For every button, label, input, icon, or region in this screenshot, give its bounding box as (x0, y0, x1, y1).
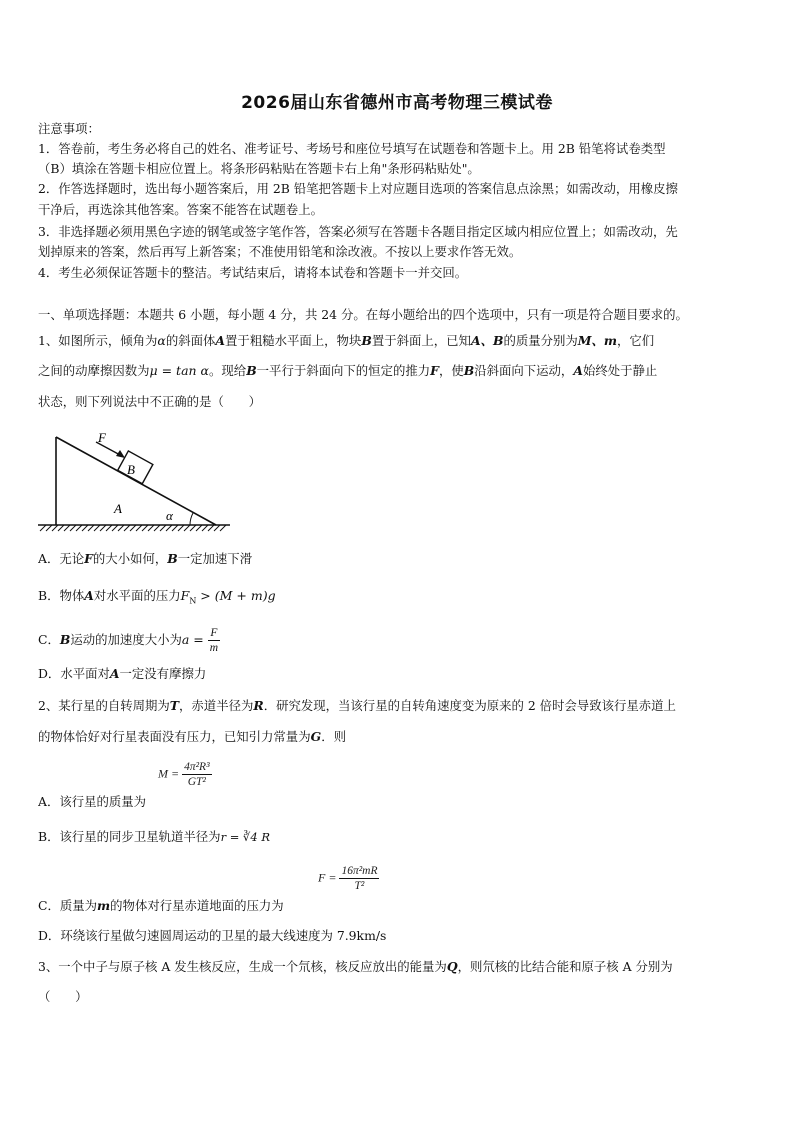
q2-text: ．则 (321, 729, 346, 744)
q1-var-AB: A、B (470, 333, 504, 348)
q1-text: ，使 (438, 363, 464, 378)
fraction-denominator: GT² (187, 776, 206, 788)
q1-option-c-text: 运动的加速度大小为 (70, 632, 182, 647)
fraction-denominator: m (209, 642, 219, 654)
q1-var-Mm: M、m (577, 333, 617, 348)
q1-text: 沿斜面向下运动， (474, 363, 574, 378)
q1-text: 置于斜面上，已知 (371, 333, 471, 348)
q1-var-B: B (361, 333, 372, 348)
ground-hatch (40, 525, 226, 531)
q2-option-a-formula (158, 760, 212, 789)
notice-line-4: 干净后，再选涂其他答案。答案不能答在试题卷上。 (38, 202, 323, 217)
notice-heading: 注意事项： (38, 121, 100, 136)
q2-option-c-text: C．质量为 (38, 898, 98, 913)
q2-option-c-text: 的物体对行星赤道地面的压力为 (110, 898, 284, 913)
q1-option-b-F: F (180, 588, 190, 603)
q2-option-c-lhs: F = (318, 870, 337, 885)
q2-text: ．研究发现，当该行星的自转角速度变为原来的 2 倍时会导致该行星赤道上 (263, 698, 676, 713)
q1-text: 置于粗糙水平面上，物块 (225, 333, 362, 348)
notice-line-2: （B）填涂在答题卡相应位置上。将条形码粘贴在答题卡右上角"条形码粘贴处"。 (38, 161, 480, 176)
q1-alpha: α (157, 333, 166, 348)
q2-option-a-lhs: M = (158, 766, 180, 781)
label-A: A (114, 501, 122, 516)
q3-stem-line-2: （ ） (38, 989, 88, 1004)
q1-option-b-text: B．物体 (38, 588, 85, 603)
q2-option-b (38, 828, 760, 846)
force-arrow-head (116, 450, 125, 458)
incline-diagram (34, 425, 234, 537)
q1-var-B: B (167, 551, 178, 566)
q1-text: 的质量分别为 (503, 333, 578, 348)
q2-option-c (38, 897, 760, 915)
q1-option-d-text: 一定没有摩擦力 (119, 666, 207, 681)
fraction-denominator: T² (354, 880, 365, 892)
q1-text: 一平行于斜面向下的恒定的推力 (256, 363, 431, 378)
q2-text: 2、某行星的自转周期为 (38, 698, 170, 713)
notice-line-6: 划掉原来的答案，然后再写上新答案；不准使用铅笔和涂改液。不按以上要求作答无效。 (38, 244, 522, 259)
notice-line-5: 3．非选择题必须用黑色字迹的钢笔或签字笔作答，答案必须写在答题卡各题目指定区域内相应位置上；如需改动，先 (38, 224, 678, 239)
q1-mu-expr: μ = tan α (149, 363, 210, 378)
q1-var-A: A (84, 588, 94, 603)
exam-title: 2026届山东省德州市高考物理三模试卷 (241, 93, 553, 113)
q1-option-d (38, 665, 760, 683)
q3-text: 3、一个中子与原子核 A 发生核反应，生成一个氘核，核反应放出的能量为 (38, 959, 447, 974)
notice-line-1: 1．答卷前，考生务必将自己的姓名、准考证号、考场号和座位号填写在试题卷和答题卡上。用 2B 铅笔将试卷类型 (38, 141, 666, 156)
q3-text: ，则氘核的比结合能和原子核 A 分别为 (457, 959, 673, 974)
q1-option-c (38, 620, 760, 660)
q1-stem-line-3: 状态，则下列说法中不正确的是（ ） (38, 394, 262, 409)
q2-text: 的物体恰好对行星表面没有压力，已知引力常量为 (38, 729, 311, 744)
q2-option-b-text: B．该行星的同步卫星轨道半径为 (38, 829, 221, 844)
q2-option-a-fraction (182, 760, 211, 789)
q1-option-b-subscript: N (189, 596, 197, 606)
q1-text: ，它们 (617, 333, 655, 348)
q1-option-b (38, 587, 760, 610)
q2-option-a: A．该行星的质量为 (38, 794, 147, 809)
q1-option-c-fraction (208, 626, 220, 655)
notice-line-7: 4．考生必须保证答题卡的整洁。考试结束后，请将本试卷和答题卡一并交回。 (38, 265, 468, 280)
q1-text: 始终处于静止 (582, 363, 658, 378)
q1-text: 的斜面体 (165, 333, 216, 348)
q1-text: 之间的动摩擦因数为 (38, 363, 150, 378)
q2-var-m: m (97, 898, 111, 913)
q2-option-c-fraction (339, 864, 379, 893)
q2-var-R: R (253, 698, 264, 713)
q2-var-G: G (310, 729, 322, 744)
q2-text: ，赤道半径为 (179, 698, 254, 713)
q1-text: 。现给 (209, 363, 247, 378)
label-B: B (127, 462, 135, 477)
q1-option-c-lhs: a = (181, 632, 204, 647)
label-alpha: α (166, 508, 173, 523)
q1-option-b-text: 对水平面的压力 (93, 588, 181, 603)
q1-option-b-inequality: > (M + m)g (196, 588, 276, 603)
q2-var-T: T (169, 698, 180, 713)
q1-option-d-text: D．水平面对 (38, 666, 110, 681)
q1-option-a (38, 550, 760, 568)
q1-var-A: A (109, 666, 120, 681)
q1-text: 1、如图所示，倾角为 (38, 333, 158, 348)
fraction-numerator: 16π²mR (341, 865, 378, 877)
q3-stem-line-1 (38, 958, 760, 976)
q1-var-A: A (573, 363, 583, 378)
q2-option-d: D．环绕该行星做匀速圆周运动的卫星的最大线速度为 7.9km/s (38, 928, 387, 943)
q1-var-A: A (215, 333, 226, 348)
fraction-numerator: F (208, 626, 220, 641)
q1-var-B: B (246, 363, 257, 378)
q2-stem-line-1 (38, 697, 760, 715)
q1-stem-line-1 (38, 332, 760, 350)
q1-var-F: F (84, 551, 93, 566)
q1-var-B: B (59, 632, 71, 647)
q2-option-c-formula (318, 864, 379, 893)
q2-stem-line-2 (38, 728, 760, 746)
q1-option-a-text: 的大小如何， (92, 551, 168, 566)
angle-arc (190, 513, 193, 525)
label-F: F (98, 430, 106, 445)
q1-var-B: B (463, 363, 475, 378)
q1-option-a-text: A．无论 (38, 551, 85, 566)
q3-var-Q: Q (446, 959, 458, 974)
q1-option-c-text: C． (38, 632, 60, 647)
q2-option-b-formula: r = ∛4 R (220, 830, 270, 844)
q1-stem-line-2 (38, 362, 760, 380)
notice-line-3: 2．作答选择题时，选出每小题答案后，用 2B 铅笔把答题卡上对应题目选项的答案信息点涂黑；如需改动，用橡皮擦 (38, 181, 678, 196)
q1-var-F: F (430, 363, 439, 378)
q1-option-a-text: 一定加速下滑 (177, 551, 253, 566)
fraction-numerator: 4π²R³ (184, 761, 210, 773)
section-heading: 一、单项选择题：本题共 6 小题，每小题 4 分，共 24 分。在每小题给出的四个选项中，只有一项是符合题目要求的。 (38, 307, 688, 322)
